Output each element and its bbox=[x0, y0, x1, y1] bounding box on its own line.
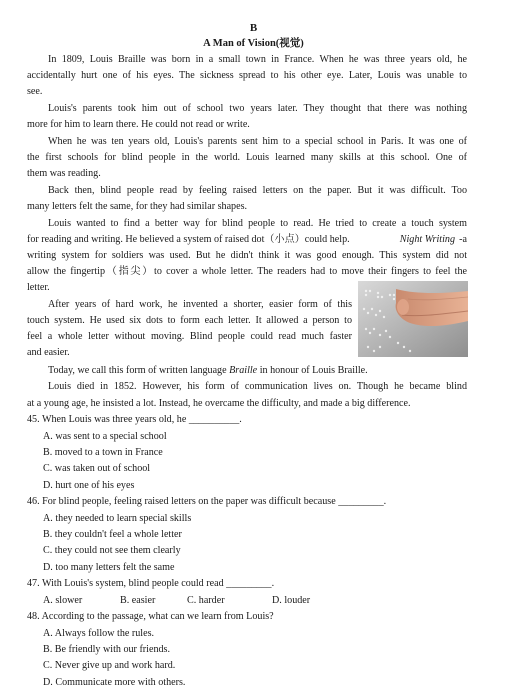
p2-line-2: more for him to learn there. He could not read or write. bbox=[27, 119, 250, 130]
p3-line-1: When he was ten years old, Louis's parents sent him to a special school in Paris. It was one of bbox=[48, 136, 467, 147]
p6-line-2: touch system. He used six dots to form each letter. It allowed a person to bbox=[27, 315, 352, 326]
p6-line-4: and easier. bbox=[27, 347, 70, 358]
section-label: B bbox=[249, 22, 258, 34]
p2-line-1: Louis's parents took him out of school two years later. They thought that there was nothing bbox=[48, 103, 467, 114]
question-45-option-b: B. moved to a town in France bbox=[43, 447, 163, 458]
p6-line-1: After years of hard work, he invented a shorter, easier form of this bbox=[48, 299, 352, 310]
p3-line-3: them was reading. bbox=[27, 168, 101, 179]
night-writing-term: Night Writing bbox=[399, 234, 455, 245]
passage-title: A Man of Vision(视觉) bbox=[203, 38, 304, 49]
p4-line-1: Back then, blind people read by feeling raised letters on the paper. But it was difficult. Too bbox=[48, 185, 467, 196]
braille-reading-photo bbox=[358, 281, 468, 357]
p6-line-3: feel a whole letter without moving. Blind people could read much faster bbox=[27, 331, 352, 342]
p5-line-3: writing system for soldiers was used. But he didn't think it was good enough. This system did not bbox=[27, 250, 467, 261]
p3-line-2: the first schools for blind people in the world. Louis learned many skills at this school. One of bbox=[27, 152, 467, 163]
p1-line-3: see. bbox=[27, 86, 43, 97]
question-46-stem: 46. For blind people, feeling raised letters on the paper was difficult because _________. bbox=[27, 496, 387, 507]
p1-line-1: In 1809, Louis Braille was born in a small town in France. When he was three years old, he bbox=[48, 54, 467, 65]
braille-term: Braille bbox=[229, 365, 258, 376]
question-47-option-c: C. harder bbox=[187, 595, 225, 606]
question-47-option-d: D. louder bbox=[272, 595, 311, 606]
p7-before: Today, we call this form of written language bbox=[48, 365, 230, 376]
p5-line-4: allow the fingertip（指尖）to cover a whole letter. The readers had to move their fingers to feel the bbox=[27, 266, 467, 277]
question-46-option-d: D. too many letters felt the same bbox=[43, 562, 175, 573]
question-45-option-a: A. was sent to a special school bbox=[43, 431, 167, 442]
question-46-option-a: A. they needed to learn special skills bbox=[43, 513, 192, 524]
question-45-option-d: D. hurt one of his eyes bbox=[43, 480, 135, 491]
question-46-option-c: C. they could not see them clearly bbox=[43, 545, 181, 556]
p7-line bbox=[48, 364, 368, 377]
p8-line-2: at a young age, he insisted a lot. Instead, he overcame the difficulty, and made a big difference. bbox=[27, 398, 411, 409]
question-48-option-d: D. Communicate more with others. bbox=[43, 677, 186, 688]
question-47-stem: 47. With Louis's system, blind people could read _________. bbox=[27, 578, 275, 589]
question-47-option-a: A. slower bbox=[43, 595, 83, 606]
p5-line-1: Louis wanted to find a better way for blind people to read. He tried to create a touch system bbox=[48, 218, 467, 229]
question-48-stem: 48. According to the passage, what can we learn from Louis? bbox=[27, 611, 274, 622]
question-45-stem: 45. When Louis was three years old, he __________. bbox=[27, 414, 242, 425]
braille-photo-graphic bbox=[358, 281, 468, 357]
p5-line-2 bbox=[27, 233, 467, 246]
question-48-option-b: B. Be friendly with our friends. bbox=[43, 644, 170, 655]
question-46-option-b: B. they couldn't feel a whole letter bbox=[43, 529, 182, 540]
question-48-option-a: A. Always follow the rules. bbox=[43, 628, 155, 639]
p4-line-2: many letters felt the same, for they had similar shapes. bbox=[27, 201, 248, 212]
p8-line-1: Louis died in 1852. However, his form of communication lives on. Though he became blind bbox=[48, 381, 467, 392]
p7-after: in honour of Louis Braille. bbox=[257, 365, 368, 376]
p5-line-5: letter. bbox=[27, 282, 50, 293]
night-writing-suffix: -a bbox=[459, 234, 467, 245]
question-48-option-c: C. Never give up and work hard. bbox=[43, 660, 176, 671]
p5-line-2-text: for reading and writing. He believed a system of raised dot（小点）could help. bbox=[27, 234, 350, 245]
question-47-option-b: B. easier bbox=[120, 595, 156, 606]
question-45-option-c: C. was taken out of school bbox=[43, 463, 151, 474]
p1-line-2: accidentally hurt one of his eyes. The sickness spread to his other eye. Later, Louis was unable to bbox=[27, 70, 467, 81]
